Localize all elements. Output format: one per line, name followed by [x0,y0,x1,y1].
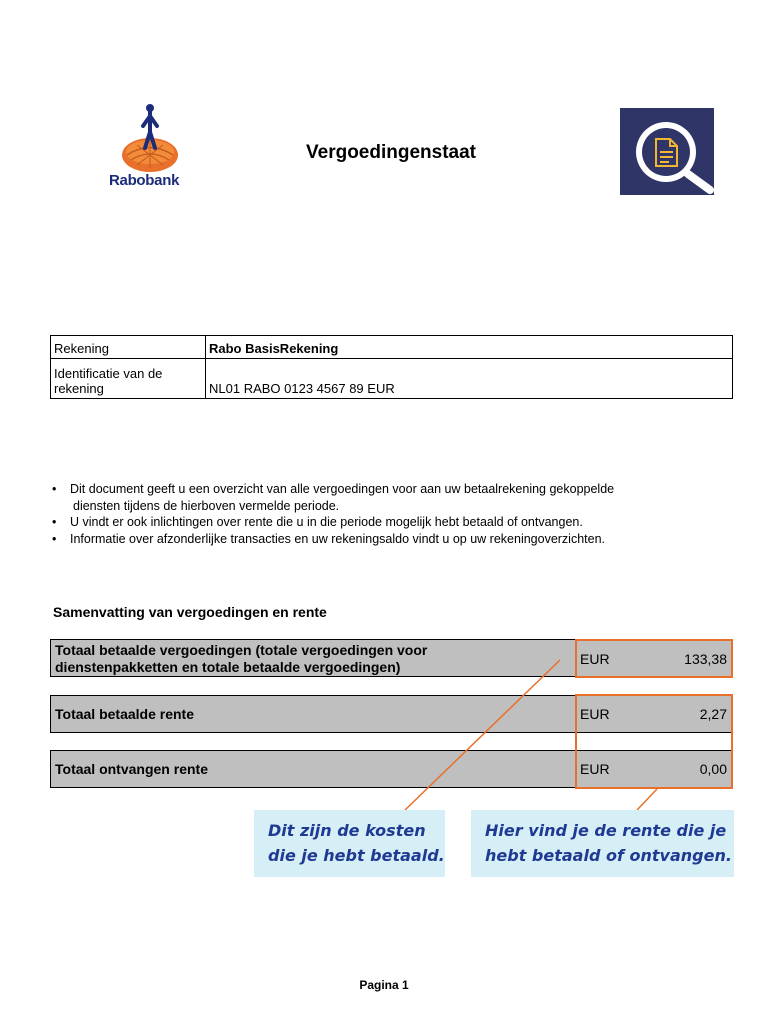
amount: 0,00 [699,761,727,777]
info-bullets [52,481,732,547]
bullet-icon: • [52,531,57,546]
summary-label [55,642,427,676]
currency: EUR [580,651,610,667]
callout-text: hebt betaald of ontvangen. [485,846,732,865]
callout-text: die je hebt betaald. [268,846,445,865]
summary-label: Totaal betaalde rente [55,706,195,722]
summary-label-line: dienstenpakketten en totale betaalde vergoedingen) [55,659,401,675]
account-name: Rabo BasisRekening [206,336,733,359]
highlight-box-interest [575,694,733,789]
connector-line [637,789,657,810]
account-table [50,335,733,399]
list-item [52,531,732,548]
bullet-icon: • [52,515,57,529]
callout-text: Hier vind je de rente die je [485,821,727,840]
bullet-text-cont: diensten tijdens de hierboven vermelde periode. [73,498,340,513]
callout-interest [471,810,734,877]
account-label: Rekening [51,336,206,359]
highlight-box-fees [575,639,733,678]
page-title: Vergoedingenstaat [306,142,476,163]
document-search-icon [620,108,714,195]
list-item [52,514,732,531]
account-id-value: NL01 RABO 0123 4567 89 EUR [206,359,733,399]
table-row [51,336,733,359]
page-number: Pagina 1 [359,978,409,992]
callout-costs [254,810,445,877]
amount: 133,38 [684,651,727,667]
bullet-text: Informatie over afzonderlijke transacties en uw rekeningsaldo vindt u op uw rekeningoverzichten. [70,531,606,546]
brand-name: Rabobank [109,172,180,189]
callout-text: Dit zijn de kosten [268,821,426,840]
bullet-icon: • [52,482,57,496]
bullet-text: Dit document geeft u een overzicht van alle vergoedingen voor aan uw betaalrekening gekoppelde [70,482,615,496]
summary-label-line: Totaal betaalde vergoedingen (totale vergoedingen voor [55,642,428,658]
currency: EUR [580,706,610,722]
bullet-text: U vindt er ook inlichtingen over rente die u in die periode mogelijk hebt betaald of ontvangen. [70,515,583,529]
list-item [52,481,732,514]
account-id-label: Identificatie van de rekening [51,359,206,399]
amount: 2,27 [699,706,727,722]
table-row [51,359,733,399]
summary-title: Samenvatting van vergoedingen en rente [53,604,327,620]
summary-label: Totaal ontvangen rente [55,761,208,777]
currency: EUR [580,761,610,777]
